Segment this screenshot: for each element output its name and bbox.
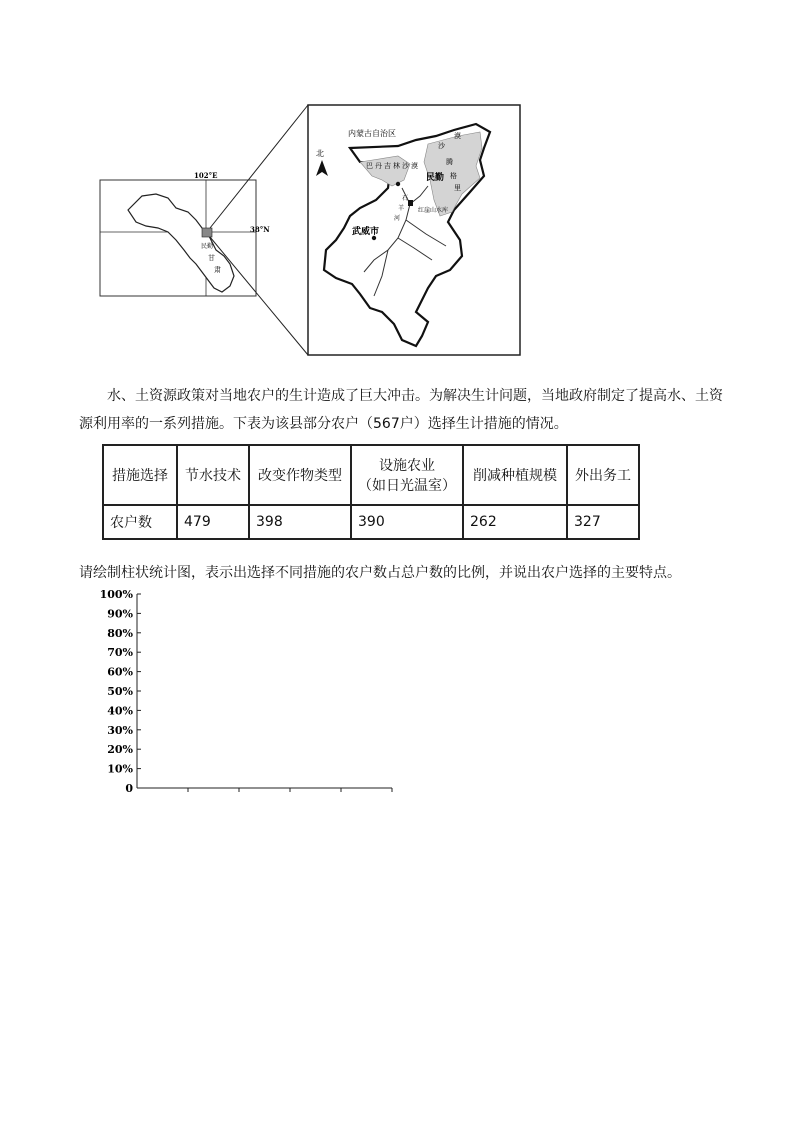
north-label: 北 <box>316 149 324 158</box>
y-tick-label: 60% <box>107 665 133 679</box>
question-paragraph: 请绘制柱状统计图，表示出选择不同措施的农户数占总户数的比例，并说出农户选择的主要特点。 <box>79 565 681 581</box>
y-tick-label: 90% <box>107 607 133 621</box>
y-tick-label: 80% <box>107 626 133 640</box>
facility-agriculture-note: （如日光温室） <box>358 478 456 494</box>
locator-province-char-1: 甘 <box>208 254 215 262</box>
table-cell: 262 <box>463 505 567 539</box>
y-tick-label: 20% <box>107 743 133 757</box>
facility-agriculture-name: 设施农业 <box>379 458 435 474</box>
table-col-water-saving: 节水技术 <box>177 445 249 505</box>
table-row-label: 农户数 <box>103 505 177 539</box>
inset-wuwei-label: 武威市 <box>352 227 380 237</box>
table-header-label: 措施选择 <box>103 445 177 505</box>
locator-city-label: 民勤 <box>201 243 214 250</box>
inset-river-char-2: 羊 <box>398 205 405 212</box>
y-tick-label: 30% <box>107 723 133 737</box>
table-cell: 479 <box>177 505 249 539</box>
inset-desert-west-label: 巴丹吉林沙漠 <box>366 162 420 170</box>
y-tick-label: 70% <box>107 646 133 660</box>
inset-river-char-1: 石 <box>402 195 409 202</box>
inset-river-char-3: 河 <box>394 215 401 222</box>
locator-province-char-2: 肃 <box>214 266 221 274</box>
y-tick-label: 50% <box>107 685 133 698</box>
inset-desert-char-1: 腾 <box>446 158 453 166</box>
inset-minqin-label: 民勤 <box>426 173 445 183</box>
intro-line-2: 源利用率的一系列措施。下表为该县部分农户（567户）选择生计措施的情况。 <box>79 416 568 432</box>
table-col-reduce-scale: 削减种植规模 <box>463 445 567 505</box>
table-col-change-crop: 改变作物类型 <box>249 445 351 505</box>
y-tick-label: 0 <box>125 782 133 795</box>
inset-desert-char-2: 格 <box>450 172 457 180</box>
y-tick-label: 10% <box>107 762 133 776</box>
table-cell: 398 <box>249 505 351 539</box>
locator-lon-label: 102°E <box>194 171 218 180</box>
inset-reservoir-label: 红崖山水库 <box>418 207 449 214</box>
intro-line-1: 水、土资源政策对当地农户的生计造成了巨大冲击。为解决生计问题，当地政府制定了提高水、土资 <box>107 388 723 404</box>
y-tick-label: 40% <box>107 704 133 718</box>
inset-region-label: 内蒙古自治区 <box>348 129 396 138</box>
locator-lat-label: 38°N <box>250 225 270 234</box>
y-tick-label: 100% <box>99 588 133 601</box>
table-col-migrant-work: 外出务工 <box>567 445 639 505</box>
inset-desert-char-3: 里 <box>454 184 461 192</box>
inset-desert-char-4: 沙 <box>438 142 445 150</box>
inset-desert-char-5: 漠 <box>454 132 461 140</box>
table-cell: 390 <box>351 505 463 539</box>
table-cell: 327 <box>567 505 639 539</box>
